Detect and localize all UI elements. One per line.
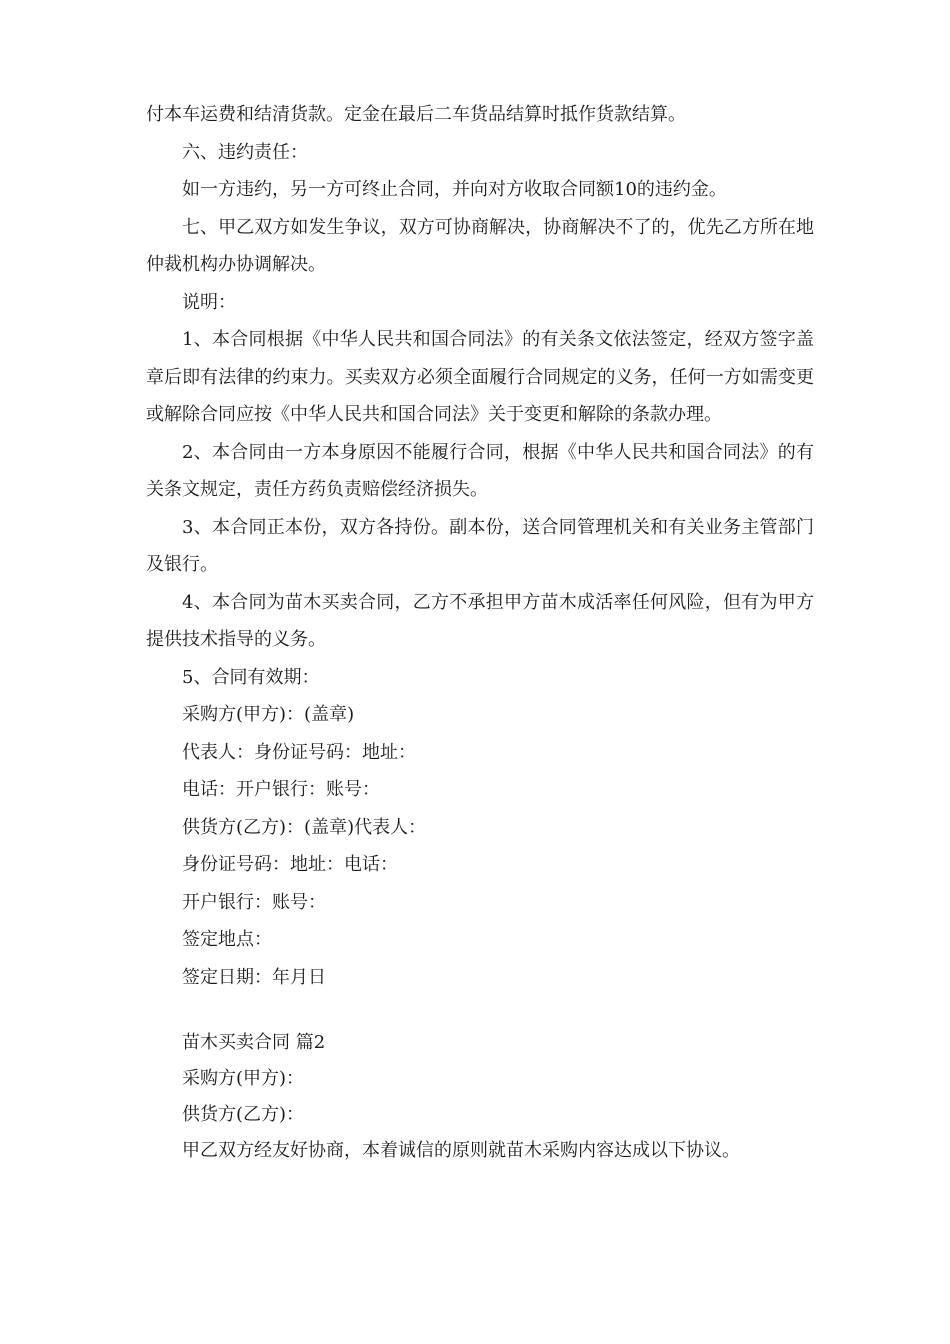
buyer-contact-line: 电话：开户银行：账号： — [182, 779, 380, 800]
note-4: 4、本合同为苗木买卖合同，乙方不承担甲方苗木成活率任何风险，但有为甲方提供技术指导的义务。 — [146, 591, 814, 650]
buyer-representative-line: 代表人：身份证号码：地址： — [182, 741, 416, 763]
note-1: 1、本合同根据《中华人民共和国合同法》的有关条文依法签定，经双方签字盖章后即有法律的约束力。买卖双方必须全面履行合同规定的义务，任何一方如需变更或解除合同应按《中华人民共和国合同法》关于变更和解除的条款办理。 — [146, 329, 814, 425]
heading-breach-liability: 六、违约责任： — [182, 141, 308, 163]
section2-supplier-line: 供货方(乙方)： — [182, 1104, 305, 1125]
supplier-party-line: 供货方(乙方)：(盖章)代表人： — [182, 816, 427, 838]
paragraph-payment-continued: 付本车运费和结清货款。定金在最后二车货品结算时抵作货款结算。 — [146, 104, 686, 125]
note-3: 3、本合同正本份，双方各持份。副本份，送合同管理机关和有关业务主管部门及银行。 — [146, 516, 814, 575]
paragraph-breach-penalty: 如一方违约，另一方可终止合同，并向对方收取合同额10的违约金。 — [182, 179, 727, 200]
buyer-party-line: 采购方(甲方)：(盖章) — [182, 704, 355, 725]
section2-buyer-line: 采购方(甲方)： — [182, 1068, 305, 1089]
section-spacer — [146, 996, 814, 1025]
document-body — [146, 96, 814, 1169]
section2-title: 苗木买卖合同 篇2 — [182, 1032, 326, 1053]
note-2: 2、本合同由一方本身原因不能履行合同，根据《中华人民共和国合同法》的有关条文规定，责任方药负责赔偿经济损失。 — [146, 441, 814, 500]
section2-agreement-intro: 甲乙双方经友好协商，本着诚信的原则就苗木采购内容达成以下协议。 — [182, 1140, 740, 1161]
supplier-id-line: 身份证号码：地址：电话： — [182, 854, 398, 875]
heading-notes: 说明： — [182, 291, 236, 313]
paragraph-dispute-resolution: 七、甲乙双方如发生争议，双方可协商解决，协商解决不了的，优先乙方所在地仲裁机构办协调解决。 — [146, 216, 814, 275]
signing-place-line: 签定地点： — [182, 929, 272, 950]
note-5-validity: 5、合同有效期： — [182, 666, 320, 688]
signing-date-line: 签定日期：年月日 — [182, 966, 326, 988]
supplier-bank-line: 开户银行：账号： — [182, 891, 326, 913]
